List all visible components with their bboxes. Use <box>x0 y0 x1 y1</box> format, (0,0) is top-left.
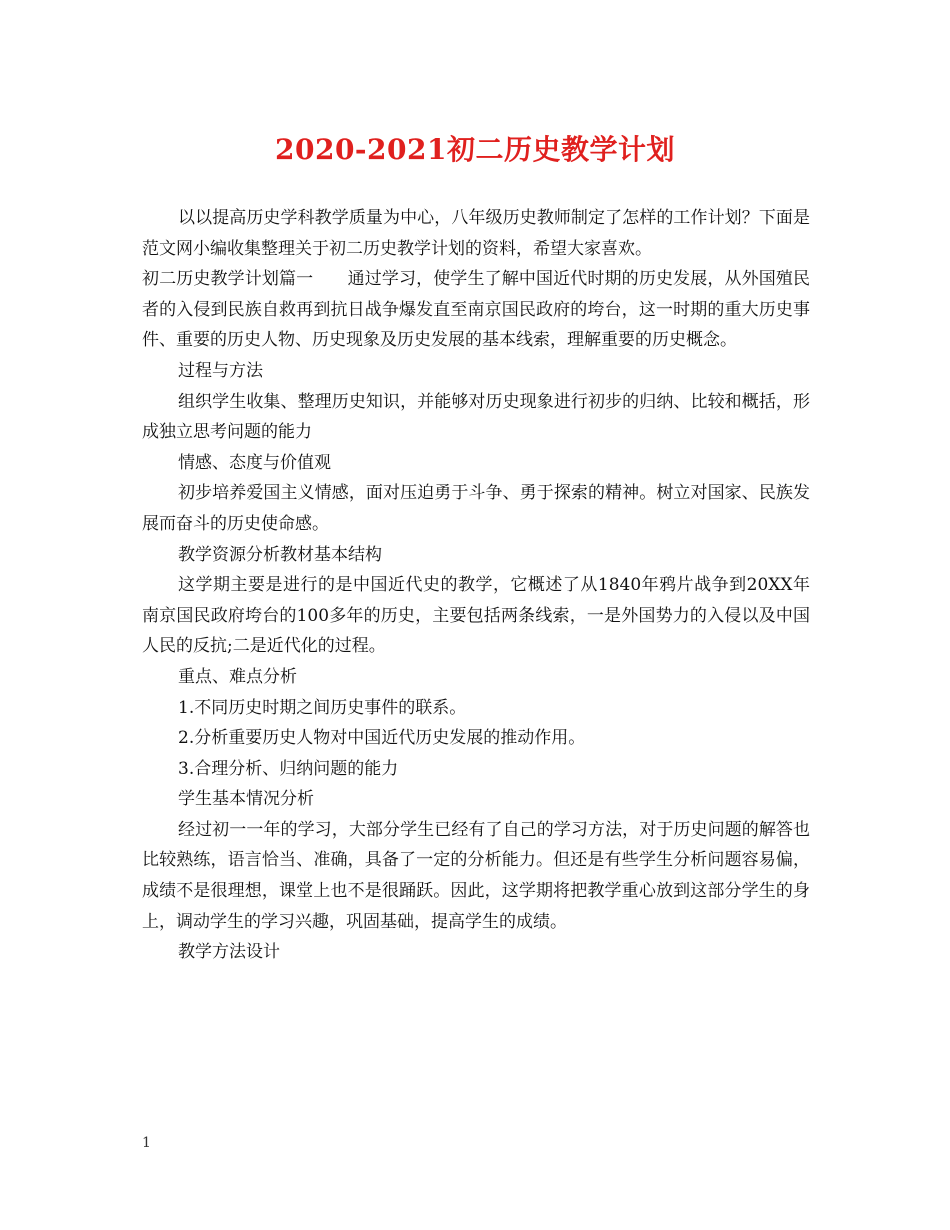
section-heading-emotions-values: 情感、态度与价值观 <box>178 452 331 473</box>
section-heading-teaching-resources: 教学资源分析教材基本结构 <box>178 544 382 565</box>
page-title: 2020-2021初二历史教学计划 <box>275 133 675 166</box>
teaching-resources-paragraph: 这学期主要是进行的是中国近代史的教学，它概述了从1840年鸦片战争到20XX年南京国民政府垮台的100多年的历史，主要包括两条线索，一是外国势力的入侵以及中国人民的反抗;二是近代化的过程。 <box>142 575 810 657</box>
section-heading-key-points: 重点、难点分析 <box>178 666 297 687</box>
intro-paragraph: 以以提高历史学科教学质量为中心，八年级历史教师制定了怎样的工作计划？下面是范文网小编收集整理关于初二历史教学计划的资料，希望大家喜欢。 <box>142 208 810 259</box>
process-methods-paragraph: 组织学生收集、整理历史知识，并能够对历史现象进行初步的归纳、比较和概括，形成独立思考问题的能力 <box>142 391 810 443</box>
section-heading-student-analysis: 学生基本情况分析 <box>178 789 314 810</box>
page-number: 1 <box>142 1135 151 1151</box>
document-body <box>142 203 810 968</box>
section-heading-teaching-methods: 教学方法设计 <box>178 942 280 963</box>
section-heading-process-methods: 过程与方法 <box>178 360 263 381</box>
student-analysis-paragraph: 经过初一一年的学习，大部分学生已经有了自己的学习方法，对于历史问题的解答也比较熟练，语言恰当、准确，具备了一定的分析能力。但还是有些学生分析问题容易偏，成绩不是很理想，课堂上也不是很踊跃。因此，这学期将把教学重心放到这部分学生的身上，调动学生的学习兴趣，巩固基础，提高学生的成绩。 <box>142 819 810 932</box>
key-point-item: 1.不同历史时期之间历史事件的联系。 <box>178 697 467 718</box>
emotions-values-paragraph: 初步培养爱国主义情感，面对压迫勇于斗争、勇于探索的精神。树立对国家、民族发展而奋斗的历史使命感。 <box>142 483 810 534</box>
plan-part-one-paragraph: 初二历史教学计划篇一 通过学习，使学生了解中国近代时期的历史发展，从外国殖民者的入侵到民族自救再到抗日战争爆发直至南京国民政府的垮台，这一时期的重大历史事件、重要的历史人物、历史现象及历史发展的基本线索，理解重要的历史概念。 <box>142 269 810 351</box>
key-point-item: 2.分析重要历史人物对中国近代历史发展的推动作用。 <box>178 728 586 749</box>
key-point-item: 3.合理分析、归纳问题的能力 <box>178 758 399 779</box>
